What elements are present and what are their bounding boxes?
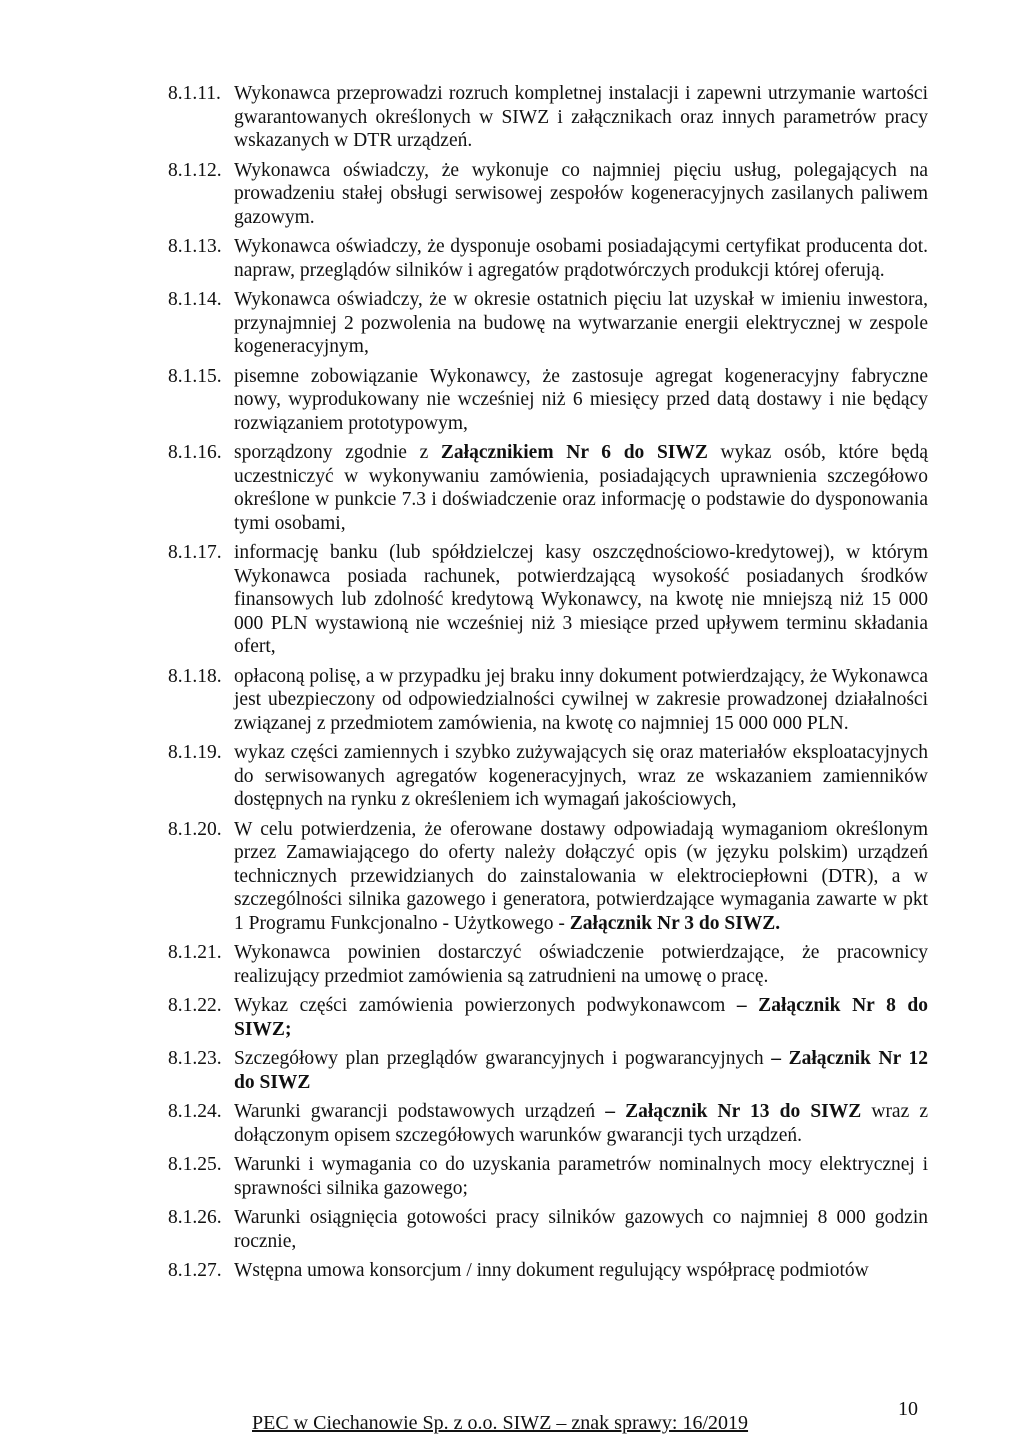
item-number: 8.1.12. [168, 159, 222, 181]
item-number: 8.1.15. [168, 365, 222, 387]
list-item [168, 665, 928, 736]
item-text [234, 541, 928, 659]
bold-reference: – Załącznik Nr 8 do SIWZ; [234, 995, 928, 1040]
list-item [168, 235, 928, 282]
list-item [168, 1047, 928, 1094]
item-number: 8.1.17. [168, 542, 222, 563]
bold-reference: – Załącznik Nr 12 do SIWZ [234, 1048, 928, 1093]
item-number: 8.1.11. [168, 83, 221, 104]
text-segment: Warunki osiągnięcia gotowości pracy silników gazowych co najmniej 8 000 godzin rocznie, [234, 1207, 928, 1252]
list-item [168, 441, 928, 535]
text-segment: Wykaz części zamówienia powierzonych podwykonawcom [234, 995, 737, 1016]
item-text [234, 941, 928, 988]
text-segment: informację banku (lub spółdzielczej kasy oszczędnościowo-kredytowej), w którym Wykonawca posiada rachunek, potwierdzającą wysokość posiadanych środków finansowych lub zdolność kredytową Wykonawcy, na kwotę nie mniejszą niż 15 000 000 PLN wystawioną nie wcześniej niż 3 miesiące przed upływem terminu składania ofert, [234, 542, 928, 657]
item-number: 8.1.22. [168, 995, 222, 1016]
text-segment: Wykonawca przeprowadzi rozruch kompletnej instalacji i zapewni utrzymanie wartości gwarantowanych określonych w SIWZ i załącznikach oraz innych parametrów pracy wskazanych w DTR urządzeń. [234, 83, 928, 151]
item-text [234, 1100, 928, 1147]
item-text [234, 288, 928, 359]
list-item [168, 1100, 928, 1147]
item-number: 8.1.27. [168, 1260, 222, 1281]
list-item [168, 159, 928, 230]
text-segment: Wstępna umowa konsorcjum / inny dokument regulujący współpracę podmiotów [234, 1260, 869, 1281]
item-number: 8.1.21. [168, 942, 222, 963]
item-number: 8.1.24. [168, 1101, 222, 1122]
item-text [234, 82, 928, 153]
text-segment: Warunki i wymagania co do uzyskania parametrów nominalnych mocy elektrycznej i sprawności silnika gazowego; [234, 1154, 928, 1199]
item-text [234, 1206, 928, 1253]
text-segment: Wykonawca oświadczy, że wykonuje co najmniej pięciu usług, polegających na prowadzeniu stałej obsługi serwisowej zespołów kogeneracyjnych zasilanych paliwem gazowym. [234, 159, 928, 228]
bold-reference: Załącznikiem Nr 6 do SIWZ [440, 442, 708, 463]
list-item [168, 82, 928, 153]
item-text [234, 994, 928, 1041]
item-number: 8.1.23. [168, 1048, 222, 1069]
item-text [234, 365, 928, 436]
text-segment: Wykonawca oświadczy, że w okresie ostatnich pięciu lat uzyskał w imieniu inwestora, przynajmniej 2 pozwolenia na budowę na wytwarzanie energii elektrycznej w zespole kogeneracyjnym, [234, 289, 928, 357]
list-item [168, 1153, 928, 1200]
list-item [168, 288, 928, 359]
text-segment: sporządzony zgodnie z [234, 442, 441, 463]
bold-reference: – Załącznik Nr 13 do SIWZ [605, 1101, 862, 1122]
item-number: 8.1.19. [168, 742, 222, 763]
list-item [168, 994, 928, 1041]
text-segment: W celu potwierdzenia, że oferowane dostawy odpowiadają wymaganiom określonym przez Zamawiającego do oferty należy dołączyć opis (w języku polskim) urządzeń technicznych przewidzianych do zainstalowania w elektrociepłowni (DTR), a w szczególności silnika gazowego i generatora, potwierdzające wymagania zawarte w pkt 1 Programu Funkcjonalno - Użytkowego - [234, 818, 928, 934]
text-segment: Warunki gwarancji podstawowych urządzeń [234, 1101, 606, 1122]
item-number: 8.1.13. [168, 236, 222, 257]
bold-reference: Załącznik Nr 3 do SIWZ. [569, 912, 781, 934]
text-segment: pisemne zobowiązanie Wykonawcy, że zastosuje agregat kogeneracyjny fabryczne nowy, wyprodukowany nie wcześniej niż 6 miesięcy przed datą dostawy i nie będący rozwiązaniem prototypowym, [234, 365, 928, 434]
item-text [234, 741, 928, 812]
item-text [234, 665, 928, 736]
list-item [168, 541, 928, 659]
item-text [234, 159, 928, 230]
text-segment: wykaz osób, które będą uczestniczyć w wykonywaniu zamówienia, posiadających uprawnienia szczegółowo określone w punkcie 7.3 i doświadczenie oraz informację o podstawie do dysponowania tymi osobami, [234, 442, 929, 534]
item-number: 8.1.14. [168, 289, 222, 310]
text-segment: Wykonawca powinien dostarczyć oświadczenie potwierdzające, że pracownicy realizujący przedmiot zamówienia są zatrudnieni na umowę o pracę. [234, 942, 928, 987]
text-segment: Wykonawca oświadczy, że dysponuje osobami posiadającymi certyfikat producenta dot. napraw, przeglądów silników i agregatów prądotwórczych produkcji której oferują. [234, 236, 928, 281]
item-text [234, 441, 928, 535]
page-footer: PEC w Ciechanowie Sp. z o.o. SIWZ – znak sprawy: 16/2019 [252, 1412, 749, 1434]
requirements-list [168, 82, 928, 1289]
text-segment: wraz z dołączonym opisem szczegółowych warunków gwarancji tych urządzeń. [234, 1101, 928, 1146]
item-number: 8.1.26. [168, 1207, 222, 1228]
item-text [234, 1259, 928, 1283]
item-number: 8.1.16. [168, 442, 222, 463]
item-text [234, 818, 928, 936]
item-number: 8.1.25. [168, 1154, 222, 1175]
item-number: 8.1.18. [168, 665, 222, 687]
text-segment: Szczegółowy plan przeglądów gwarancyjnych i pogwarancyjnych [234, 1048, 772, 1069]
list-item [168, 818, 928, 936]
item-text [234, 1153, 928, 1200]
list-item [168, 941, 928, 988]
item-number: 8.1.20. [168, 818, 222, 840]
list-item [168, 1206, 928, 1253]
list-item [168, 741, 928, 812]
text-segment: opłaconą polisę, a w przypadku jej braku inny dokument potwierdzający, że Wykonawca jest ubezpieczony od odpowiedzialności cywilnej w zakresie prowadzonej działalności związanej z przedmiotem zamówienia, na kwotę co najmniej 15 000 000 PLN. [234, 665, 928, 734]
list-item [168, 1259, 928, 1283]
item-text [234, 1047, 928, 1094]
list-item [168, 365, 928, 436]
text-segment: wykaz części zamiennych i szybko zużywających się oraz materiałów eksploatacyjnych do serwisowanych agregatów kogeneracyjnych, wraz ze wskazaniem zamienników dostępnych na rynku z określeniem ich wymagań jakościowych, [234, 742, 928, 810]
page-number: 10 [898, 1398, 918, 1420]
item-text [234, 235, 928, 282]
